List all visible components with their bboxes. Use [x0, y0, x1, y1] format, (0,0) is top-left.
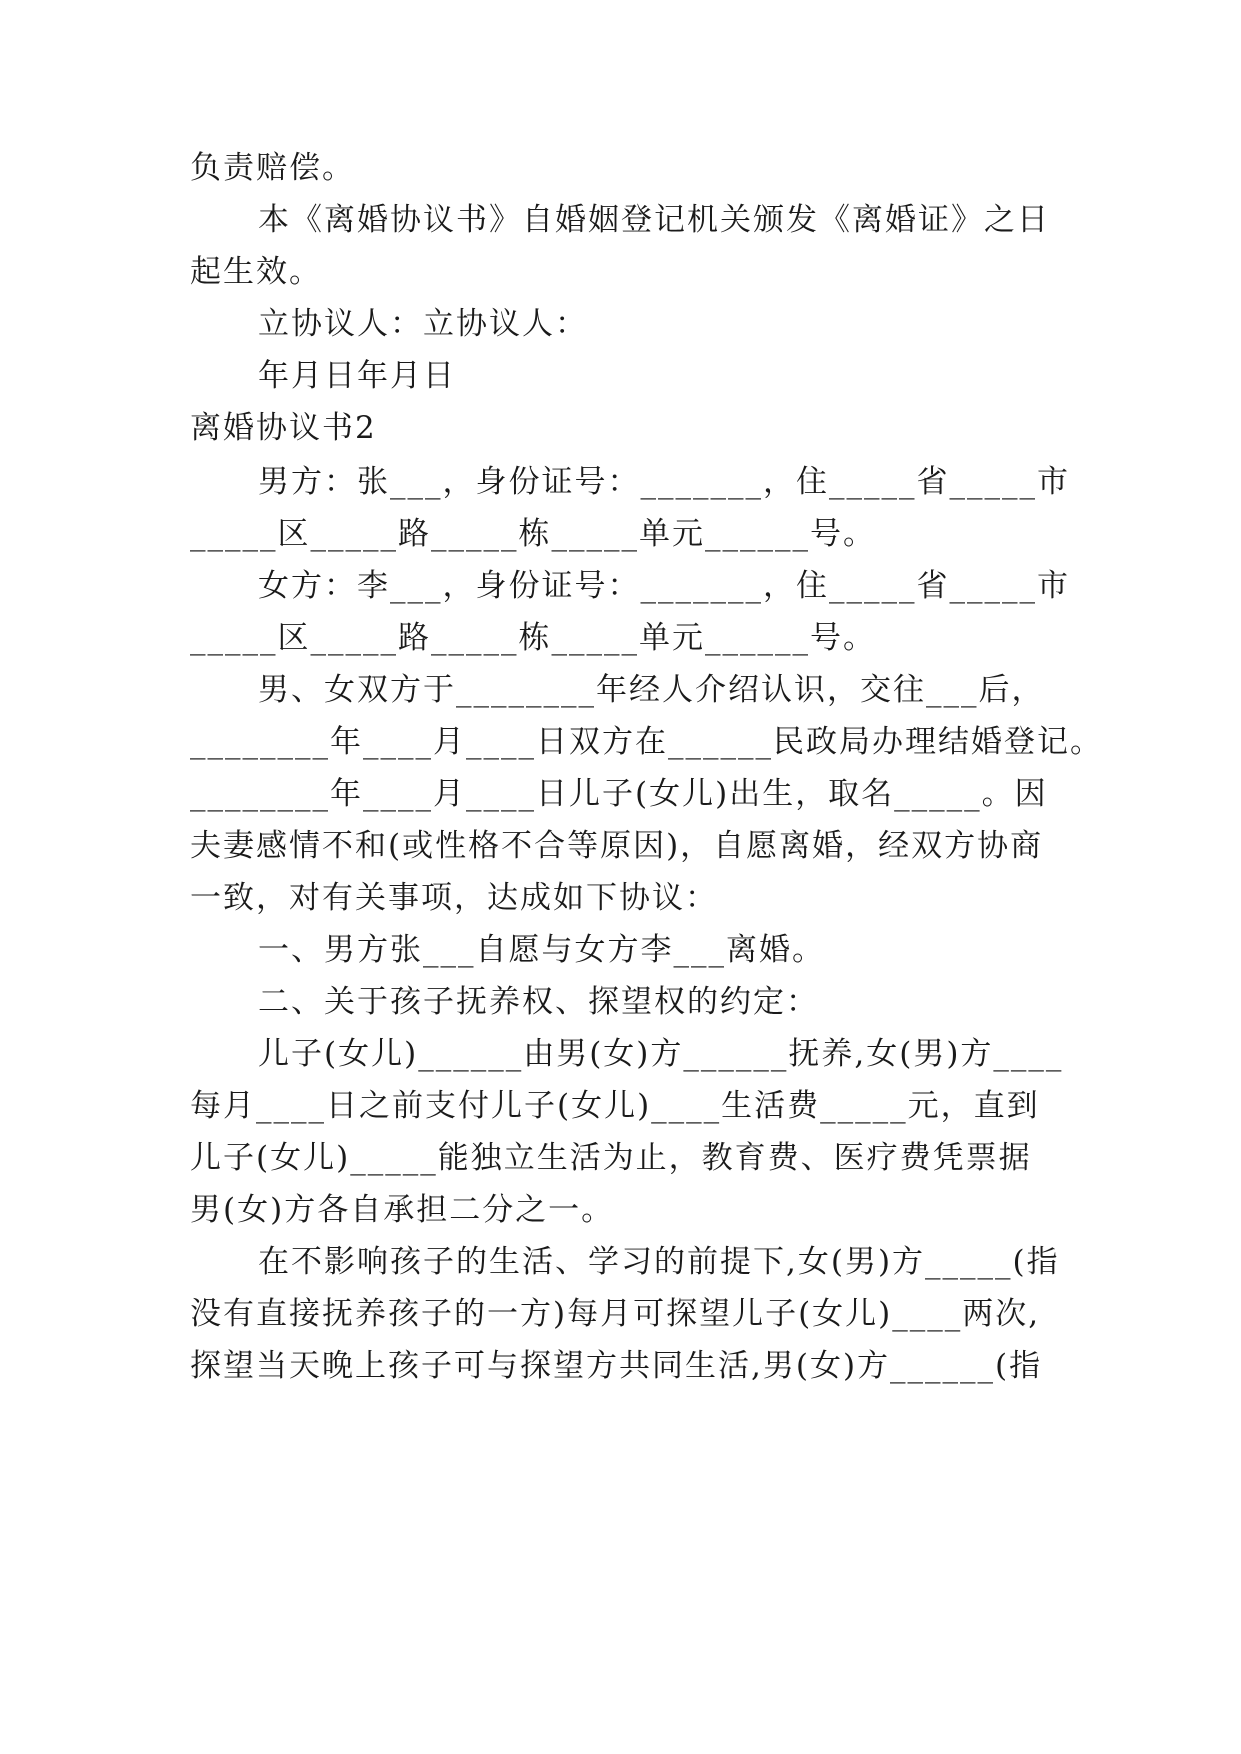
text-line-3: 起生效。 — [190, 254, 322, 290]
signatory-line: 立协议人：立协议人： — [258, 306, 588, 342]
text-line-17: 二、关于孩子抚养权、探望权的约定： — [258, 984, 819, 1020]
text-line-23: 没有直接抚养孩子的一方)每月可探望儿子(女儿)____两次, — [190, 1296, 1041, 1332]
text-line-13: ________年____月____日儿子(女儿)出生，取名_____。因 — [190, 776, 1048, 812]
text-line-8: _____区_____路_____栋_____单元______号。 — [190, 516, 876, 552]
text-line-7: 男方：张___，身份证号：_______，住_____省_____市 — [258, 464, 1070, 500]
text-line-10: _____区_____路_____栋_____单元______号。 — [190, 620, 876, 656]
text-line-19: 每月____日之前支付儿子(女儿)____生活费_____元，直到 — [190, 1088, 1040, 1124]
section-heading: 离婚协议书2 — [190, 410, 377, 446]
text-line-2: 本《离婚协议书》自婚姻登记机关颁发《离婚证》之日 — [258, 202, 1050, 238]
text-line-24: 探望当天晚上孩子可与探望方共同生活,男(女)方______(指 — [190, 1348, 1043, 1384]
text-line-16: 一、男方张___自愿与女方李___离婚。 — [258, 932, 825, 968]
text-line-22: 在不影响孩子的生活、学习的前提下,女(男)方_____(指 — [258, 1244, 1060, 1280]
text-line-1: 负责赔偿。 — [190, 150, 355, 186]
text-line-15: 一致，对有关事项，达成如下协议： — [190, 880, 718, 916]
text-line-14: 夫妻感情不和(或性格不合等原因)，自愿离婚，经双方协商 — [190, 828, 1044, 864]
text-line-12: ________年____月____日双方在______民政局办理结婚登记。 — [190, 724, 1103, 760]
date-line: 年月日年月日 — [258, 358, 456, 394]
text-line-20: 儿子(女儿)_____能独立生活为止，教育费、医疗费凭票据 — [190, 1140, 1032, 1176]
text-line-21: 男(女)方各自承担二分之一。 — [190, 1192, 615, 1228]
text-line-18: 儿子(女儿)______由男(女)方______抚养,女(男)方____ — [258, 1036, 1064, 1072]
text-line-9: 女方：李___，身份证号：_______，住_____省_____市 — [258, 568, 1070, 604]
text-line-11: 男、女双方于________年经人介绍认识，交往___后， — [258, 672, 1045, 708]
